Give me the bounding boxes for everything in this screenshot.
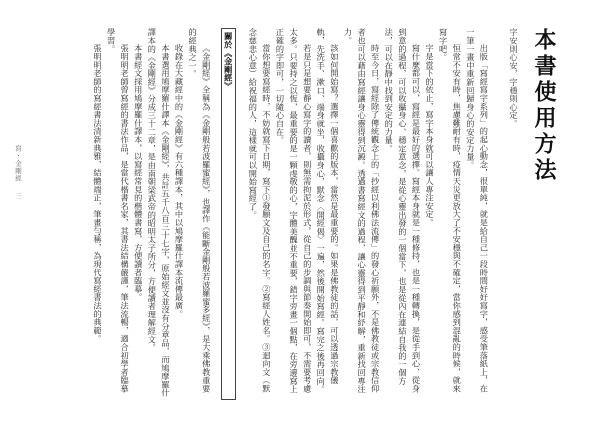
section-heading: 關於《金剛經》 bbox=[221, 28, 236, 400]
page-body bbox=[90, 28, 558, 400]
intro-paragraph: 恒常不安有時，焦慮難耐有時，疫情天災更放大了不安穩與不確定，當你感到混亂的時候，就來寫字吧。 bbox=[438, 28, 463, 393]
intro-paragraph: 當你想要寫經時，不妨就寫下日期，寫下①發願文及自己的名字。②寫經人姓名。③迴向文（默念慈悲心意）給祝福的人，這樣就可以開始寫經了。 bbox=[248, 28, 272, 393]
intro-paragraph: 時至今日，寫經除了傳統觀念上的「抄經以利佛法流傳」的發心祈願外，不是佛教徒或宗教信仰者也可以藉由寫經讓身心靈得到沉澱。透過書寫經文的過程，讓心靈得到平靜和紓解，重新找回專注力。 bbox=[343, 28, 381, 394]
intro-paragraph: 寫什麼都可以，寫經是最好的選擇。寫經本身就是一種修持，也是一種轉換，是從手到心、從身到意的過程，可以收攝身心、穩定意念，是從心靈出發的一個當下，也是從內在連結自我的一個方法，可以在靜中找到安定的力量。 bbox=[384, 28, 422, 393]
folio-book-name: 寫・金剛經 bbox=[14, 145, 22, 183]
intro-paragraph: 出版「寫經寫字系列」的起心動念，很單純，就是給自己一段時間好好寫字，感受筆落紙上，在一筆一畫中重新回歸身心的安定力量。 bbox=[465, 28, 490, 393]
page-folio bbox=[14, 145, 23, 200]
intro-paragraph: 該如何開始寫？選擇一個喜歡的版本，當然是最重要的。如果是佛教徒的話，可以透過宗教儀軌，先洗手、漱口、端身就坐，收攝身心，默念〈開經偈〉一遍，然後開始寫經。寫完之後再回向。 bbox=[316, 28, 340, 394]
section-paragraph: 張明明老師的寫經書法清新典雅，結體端正，筆畫勻稱，為現代寫經書法的典範。 bbox=[92, 44, 103, 344]
section-paragraph: 收錄在大藏經中的《金剛經》有六種譯本，其中以鳩摩羅什譯本流傳最廣。 bbox=[174, 44, 185, 319]
section-paragraph: 本書經文採用鳩摩羅什譯本，以寫經常見的楷體書寫，方便讀者臨摹。 bbox=[133, 44, 144, 302]
intro-paragraph: 字是當下的依止，寫字本身就可以讓人專注安定。 bbox=[425, 44, 436, 227]
page-number: 三 bbox=[14, 192, 22, 200]
section-paragraph: 張明明老師曾寫經的書法作品，是當代楷書名家，其書法結構嚴謹，筆法流暢，適合初學者臨摹學習。 bbox=[106, 28, 131, 393]
subtitle: 字安則心安，字穩則心定。 bbox=[509, 28, 519, 128]
section-paragraph: 《金剛經》全稱為《金剛般若波羅蜜經》，也譯作《能斷金剛般若波羅蜜多經》，是大乘佛教重要的經典之一。 bbox=[188, 28, 212, 394]
intro-paragraph: 若是只是想要靜心寫字的讀者，則無需拘泥於形式，從自己的步調與節奏開始即可，不需要考慮太多。只要持之以恆，最重要的是一顆虔敬的心，字體美醜並不重要，錯字旁畫一個點，在旁邊寫上正確的字即可，一切隨心自在。 bbox=[275, 28, 313, 394]
page-title: 本書使用方法 bbox=[531, 28, 557, 184]
section-paragraph: 本書選用鳩摩羅什譯本《金剛經》，共計五千八百三十七字，原始經文並沒有分章品，而鳩摩羅什譯本的《金剛經》分成三十二章，是由南朝梁武帝的昭明太子所分，方便讀者理解經文。 bbox=[147, 28, 171, 398]
